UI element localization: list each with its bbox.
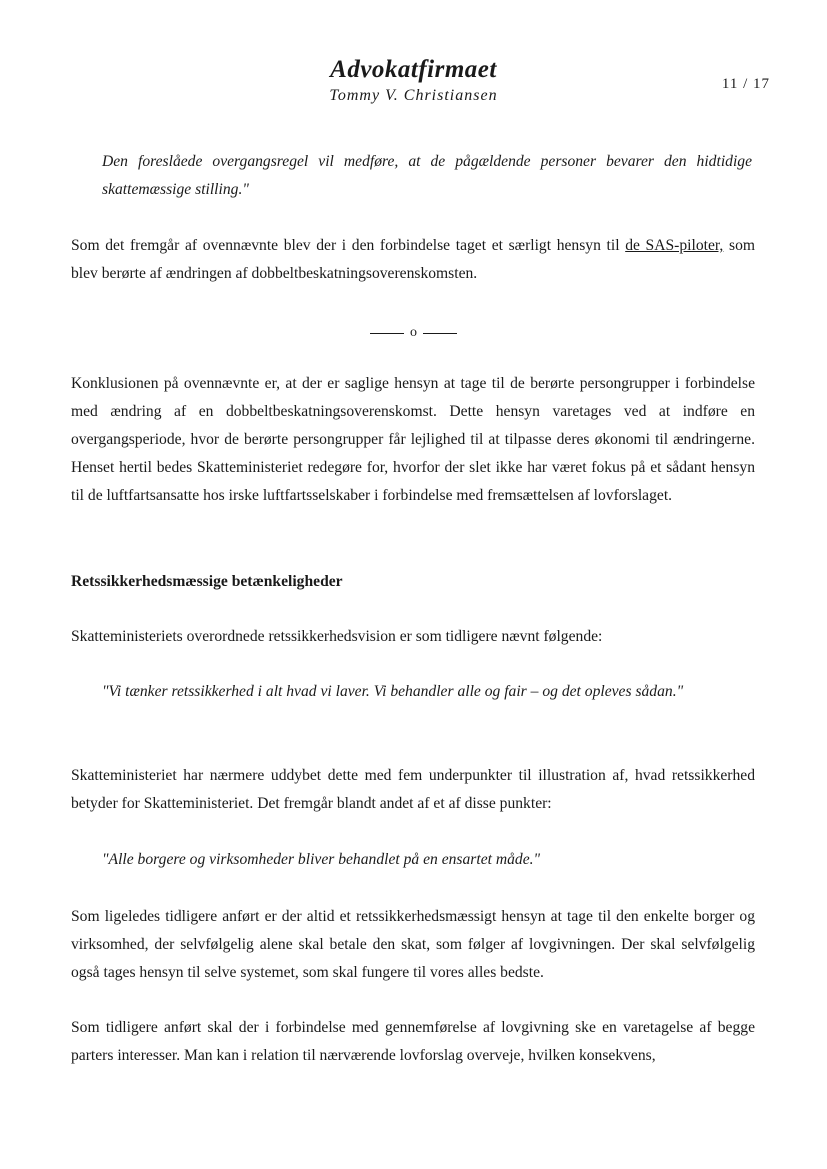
paragraph-legal-consideration: Som ligeledes tidligere anført er der altid et retssikkerhedsmæssigt hensyn at tage til den enkelte borger og virksomhed, der selvfølgelig alene skal betale den skat, som følger af lovgivningen. Der skal selvfølgelig også tages hensyn til selve systemet, som skal fungere til vores alles bedste. (71, 908, 755, 981)
paragraph-sub-points: Skatteministeriet har nærmere uddybet dette med fem underpunkter til illustration af, hvad retssikkerhed betyder for Skatteministeriet. Det fremgår blandt andet af et af disse punkter: (71, 767, 755, 812)
separator-line-right (423, 333, 457, 334)
quote-transition-rule: Den foreslåede overgangsregel vil medføre, at de pågældende personer bevarer den hidtidige skattemæssige stilling." (102, 153, 752, 198)
section-separator (0, 322, 827, 344)
firm-name: Advokatfirmaet (330, 56, 497, 83)
paragraph-sas-pilots (71, 232, 755, 288)
paragraph-sas-pilots-end: som blev berørte af ændringen af dobbeltbeskatningsoverenskomsten. (71, 237, 755, 282)
separator-line-left (370, 333, 404, 334)
sas-pilots-underlined: de SAS-piloter, (625, 237, 724, 254)
paragraph-sas-pilots-start: Som det fremgår af ovennævnte blev der i den forbindelse taget et særligt hensyn til (71, 237, 626, 254)
page-number: 11 / 17 (721, 76, 770, 92)
paragraph-interests: Som tidligere anført skal der i forbindelse med gennemførelse af lovgivning ske en varetagelse af begge parters interesser. Man kan i relation til nærværende lovforslag overveje, hvilken konsekvens, (71, 1019, 755, 1064)
quote-vision: "Vi tænker retssikkerhed i alt hvad vi laver. Vi behandler alle og fair – og det opleves sådan." (102, 683, 684, 700)
firm-person-name: Tommy V. Christiansen (329, 87, 498, 104)
paragraph-vision-intro: Skatteministeriets overordnede retssikkerhedsvision er som tidligere nævnt følgende: (71, 628, 603, 645)
separator-mark: o (410, 325, 417, 340)
section-heading-legal-certainty: Retssikkerhedsmæssige betænkeligheder (71, 573, 343, 590)
paragraph-conclusion: Konklusionen på ovennævnte er, at der er saglige hensyn at tage til de berørte persongrupper i forbindelse med ændring af en dobbeltbeskatningsoverenskomst. Dette hensyn varetages ved at indføre en overgangsperiode, hvor de berørte persongrupper får lejlighed til at tilpasse deres økonomi til ændringerne. Henset hertil bedes Skatteministeriet redegøre for, hvorfor der slet ikke har været fokus på et sådant hensyn til de luftfartsansatte hos irske luftfartsselskaber i forbindelse med fremsættelsen af lovforslaget. (71, 375, 755, 504)
quote-equal-treatment: "Alle borgere og virksomheder bliver behandlet på en ensartet måde." (102, 851, 541, 868)
